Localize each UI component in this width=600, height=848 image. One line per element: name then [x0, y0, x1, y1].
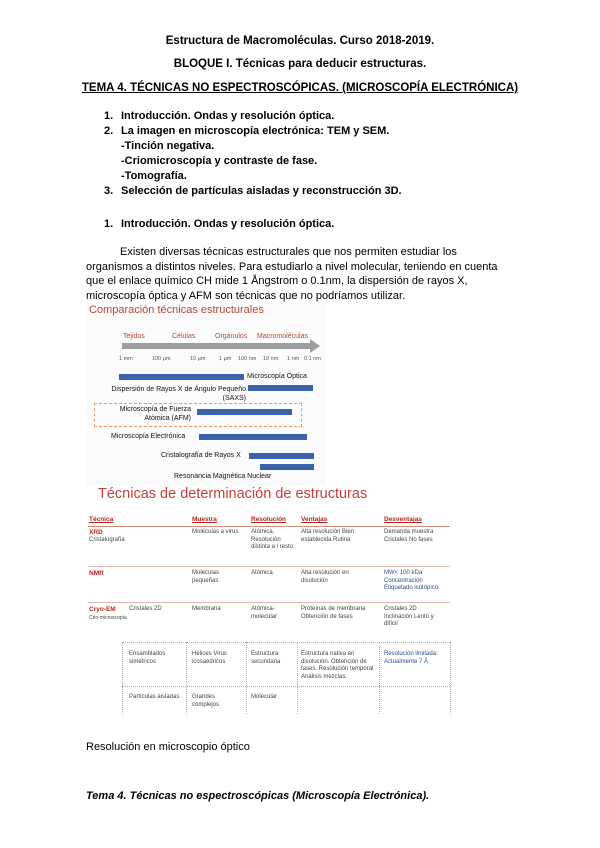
table-header: Técnica	[89, 516, 114, 523]
toc-item: 1. Introducción. Ondas y resolución óptica.	[104, 110, 335, 122]
figure-technique-comparison	[86, 303, 326, 495]
table-cell: Molecular	[251, 694, 278, 700]
table-grid-line	[122, 642, 450, 643]
table-cell: Proteínas de membrana Obtención de fases	[301, 606, 366, 620]
table-grid-line	[122, 686, 450, 687]
table-row-technique: NMR	[89, 570, 104, 577]
figure-title: Comparación técnicas estructurales	[89, 304, 264, 316]
table-of-contents	[104, 109, 402, 199]
page-footer-title: Tema 4. Técnicas no espectroscópicas (Microscopía Electrónica).	[86, 790, 430, 802]
table-header: Resolución	[251, 516, 287, 523]
technique-bar	[119, 374, 244, 380]
table-grid-line	[379, 642, 380, 714]
technique-bar	[199, 434, 307, 440]
table-header: Muestra	[192, 516, 217, 523]
table-grid-line	[186, 642, 187, 714]
scale-tick: 1 mm	[119, 356, 133, 362]
toc-subitem: -Tomografía.	[121, 170, 187, 182]
toc-item: 2. La imagen en microscopía electrónica: TEM y SEM.	[104, 125, 390, 137]
table-grid-line	[122, 642, 123, 714]
figure-caption: Resolución en microscopio óptico	[86, 741, 250, 753]
table-rule	[88, 602, 450, 603]
table-cell: Crio-microscopía	[89, 615, 127, 621]
table-cell: Estructura nativa en disolución. Obtención de fases. Resolución temporal Análisis mezclas.	[301, 651, 374, 680]
table-cell: Membrana	[192, 606, 221, 612]
technique-label: Microscopía Óptica	[247, 373, 307, 380]
technique-bar	[249, 453, 314, 459]
scale-arrowhead	[310, 339, 320, 353]
scale-tick: 100 nm	[238, 356, 257, 362]
toc-item: 3. Selección de partículas aisladas y reconstrucción 3D.	[104, 185, 402, 197]
scale-tick: 100 μm	[152, 356, 171, 362]
table-grid-line	[450, 642, 451, 714]
toc-subitem: -Tinción negativa.	[121, 140, 215, 152]
table-cell: Partículas aisladas	[129, 694, 180, 700]
table-cell: Cristales 2D Inclinación Lento y difícil	[384, 606, 434, 627]
toc-subitem: -Criomicroscopía y contraste de fase.	[121, 155, 318, 167]
figure-techniques-table	[86, 486, 454, 716]
table-rule	[88, 566, 450, 567]
table-row-technique: XRD	[89, 529, 103, 536]
course-title: Estructura de Macromoléculas. Curso 2018-2019.	[165, 35, 435, 47]
table-cell: Alta resolución Bien establecida Rutina	[301, 529, 355, 543]
scale-label: Células	[172, 333, 196, 340]
scale-arrow	[122, 343, 310, 349]
technique-bar	[197, 409, 292, 415]
scale-label: Tejidos	[123, 333, 145, 340]
body-paragraph: Existen diversas técnicas estructurales que nos permiten estudiar los organismos a distintos niveles. Para estudiarlo a nivel molecular, teniendo en cuenta que el enlace químico CH mide 1 Ångstrom o 0.1nm, la dispersión de rayos X, microscopía óptica y AFM son técnicas que no podríamos utilizar.	[86, 246, 498, 302]
scale-tick: 10 nm	[263, 356, 279, 362]
table-row-technique: Cryo-EM	[89, 606, 116, 613]
technique-label: Cristalografía de Rayos X	[161, 452, 241, 459]
table-header: Desventajas	[384, 516, 422, 523]
table-cell: Moléculas pequeñas	[192, 570, 220, 584]
table-cell: Alta resolución en disolución	[301, 570, 349, 584]
table-grid-line	[297, 642, 298, 714]
scale-label: Macromoléculas	[257, 333, 308, 340]
scale-tick: 10 μm	[190, 356, 206, 362]
technique-label: Dispersión de Rayos X de Ángulo Pequeño (SAXS)	[111, 386, 246, 402]
technique-bar	[260, 464, 314, 470]
scale-label: Orgánulos	[215, 333, 248, 340]
figure-title: Técnicas de determinación de estructuras	[98, 486, 368, 502]
table-cell: Cristales 2D	[129, 606, 162, 612]
scale-tick: 1 μm	[219, 356, 232, 362]
table-cell: MW< 100 kDa Concentración Etiquetado isotópico	[384, 570, 439, 591]
scale-tick: 1 nm	[287, 356, 300, 362]
table-cell: Resolución limitada: Actualmente 7 Å	[384, 651, 438, 665]
technique-label: Microscopía Electrónica	[111, 433, 186, 440]
table-cell: Estructura secundaria	[251, 651, 281, 665]
section-heading: 1. Introducción. Ondas y resolución óptica.	[104, 218, 335, 230]
table-cell: Grandes complejos	[192, 694, 220, 708]
table-cell: Cristalografía	[89, 537, 125, 543]
scale-tick: 0.1 nm	[304, 356, 321, 362]
block-title: BLOQUE I. Técnicas para deducir estructuras.	[173, 58, 427, 70]
table-cell: Demanda muestra Cristales No fases	[384, 529, 434, 543]
table-grid-line	[246, 642, 247, 714]
technique-label: Microscopía de Fuerza Atómica (AFM)	[119, 406, 191, 422]
table-cell: Ensamblados simétricos	[129, 651, 166, 665]
table-cell: Atómica. Resolución distinta a l resto	[251, 529, 294, 550]
table-cell: Atómica-molecular	[251, 606, 278, 620]
technique-label: Resonancia Magnética Nuclear	[174, 473, 272, 480]
table-rule	[88, 526, 450, 527]
technique-bar	[248, 385, 313, 391]
table-cell: Hélices Virus icosaédricos	[192, 651, 227, 665]
table-cell: Atómica	[251, 570, 273, 576]
topic-title: TEMA 4. TÉCNICAS NO ESPECTROSCÓPICAS. (MICROSCOPÍA ELECTRÓNICA)	[81, 82, 519, 94]
table-header: Ventajas	[301, 516, 328, 523]
table-cell: Moléculas a virus	[192, 529, 239, 535]
